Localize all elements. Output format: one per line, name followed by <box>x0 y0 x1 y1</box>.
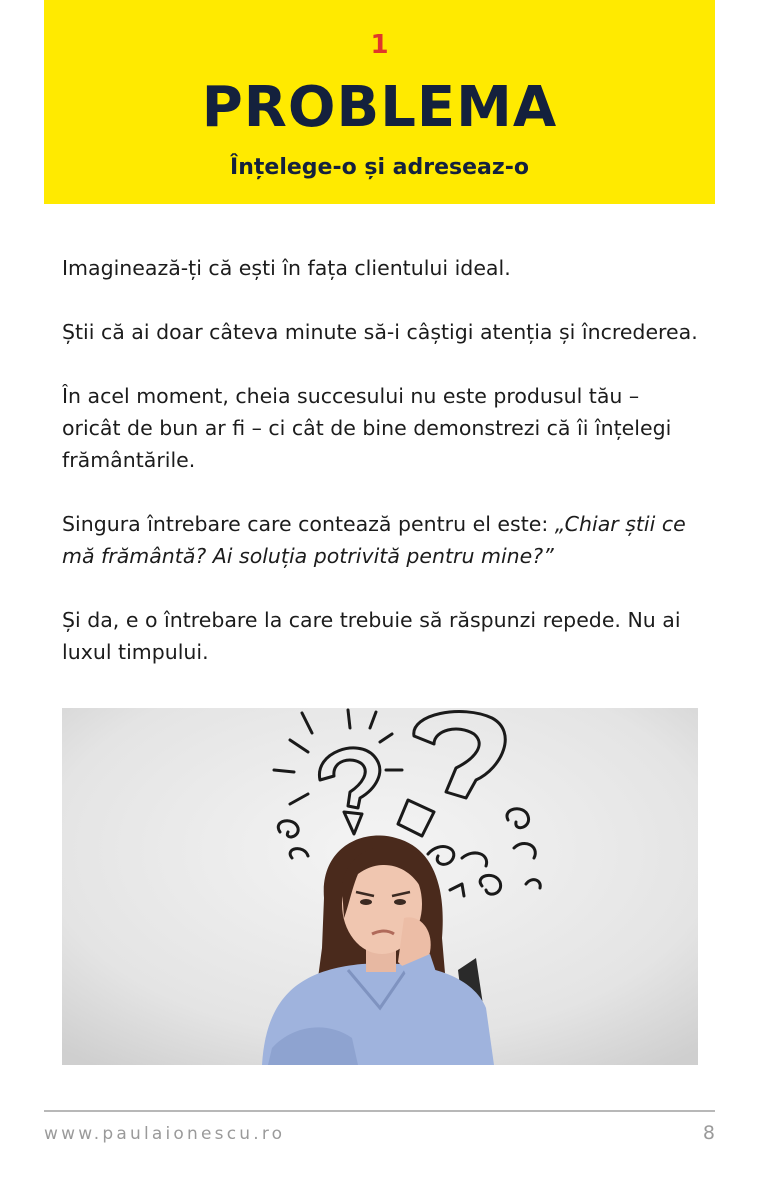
paragraph-4 <box>62 508 702 572</box>
paragraph-5: Și da, e o întrebare la care trebuie să răspunzi repede. Nu ai luxul timpului. <box>62 608 681 664</box>
paragraph-3: În acel moment, cheia succesului nu este produsul tău – oricât de bun ar fi – ci cât de bine demonstrezi că îi înțelegi frământările. <box>62 384 672 472</box>
footer-divider <box>44 1110 715 1112</box>
page-number: 8 <box>702 1122 715 1144</box>
quoted-question: „Chiar știi ce mă frământă? Ai soluția potrivită pentru mine?” <box>62 512 686 568</box>
footer-url: www.paulaionescu.ro <box>44 1124 286 1144</box>
chapter-header <box>44 0 715 204</box>
paragraph-1: Imaginează-ți că ești în fața clientului ideal. <box>62 256 511 280</box>
paragraph-4-text: Singura întrebare care contează pentru el este: <box>62 512 555 536</box>
chapter-number: 1 <box>370 30 389 60</box>
chapter-title: PROBLEMA <box>201 75 558 140</box>
paragraph-2: Știi că ai doar câteva minute să-i câștigi atenția și încrederea. <box>62 320 698 344</box>
chapter-subtitle: Înțelege-o și adreseaz-o <box>230 155 529 180</box>
body-text <box>62 252 702 700</box>
confused-woman-photo <box>62 708 698 1065</box>
